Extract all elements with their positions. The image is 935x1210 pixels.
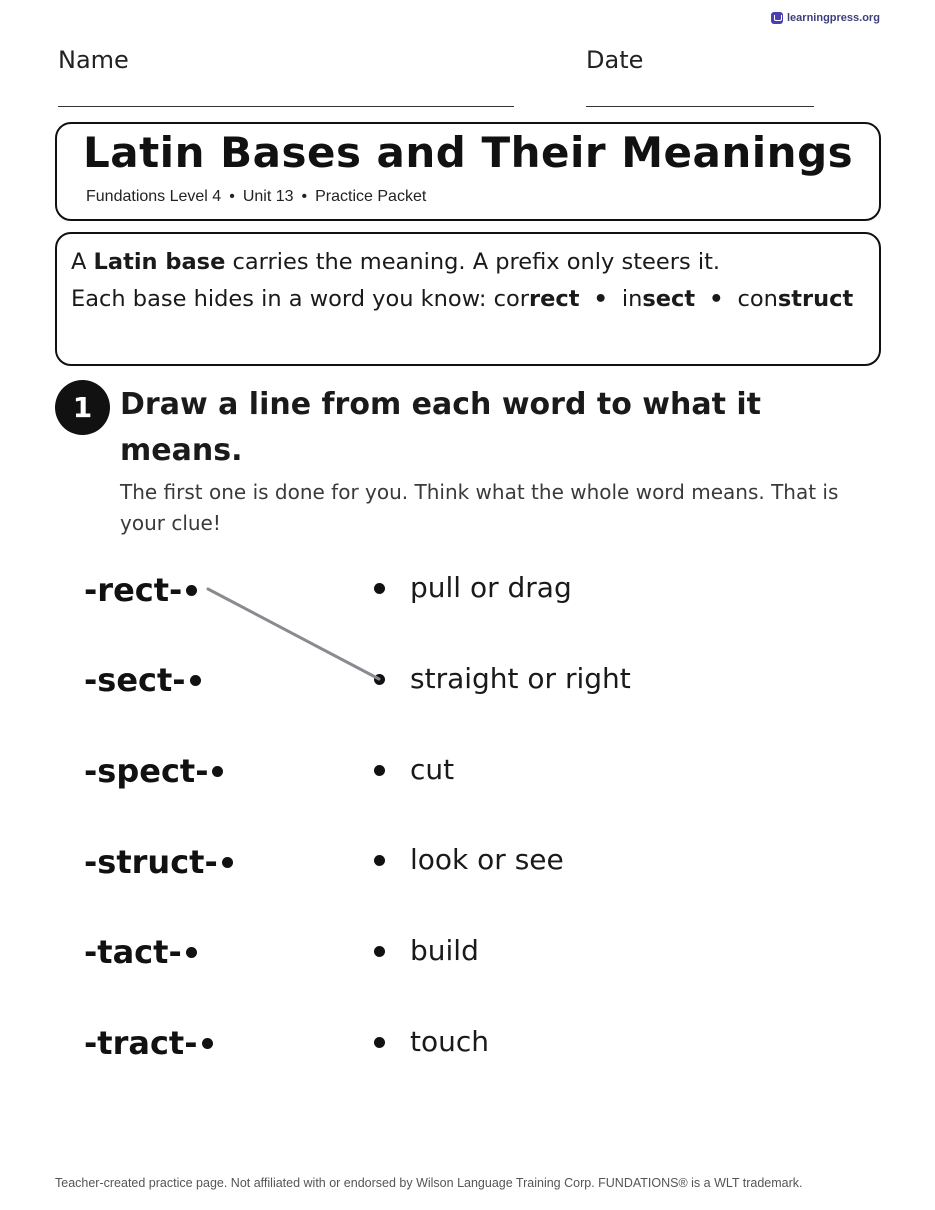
meaning-label: look or see [410, 843, 564, 876]
meaning-dot[interactable] [374, 583, 385, 594]
subtitle-level: Fundations Level 4 [86, 188, 222, 205]
brand-text: learningpress.org [787, 12, 880, 24]
example-separator: • [593, 286, 608, 312]
base-label: -spect- [84, 752, 209, 790]
meaning-label: build [410, 934, 479, 967]
info-line1-end: carries the meaning. A prefix only steers it. [225, 249, 721, 275]
subtitle-separator: • [301, 188, 308, 205]
base-dot[interactable] [212, 766, 223, 777]
base-word-tact [84, 932, 197, 972]
base-dot[interactable] [202, 1038, 213, 1049]
exercise-number-badge: 1 [55, 380, 110, 435]
example-word-correct: correct [493, 286, 580, 312]
meaning-touch [374, 1022, 489, 1062]
base-label: -struct- [84, 843, 218, 881]
base-word-spect [84, 751, 223, 791]
meaning-cut [374, 750, 454, 790]
subtitle-unit: Unit 13 [242, 188, 294, 205]
page-title: Latin Bases and Their Meanings [83, 128, 854, 177]
name-label: Name [58, 46, 129, 74]
meaning-dot[interactable] [374, 765, 385, 776]
base-word-rect [84, 570, 197, 610]
meaning-label: cut [410, 753, 455, 786]
base-dot[interactable] [186, 585, 197, 596]
example-word-construct: construct [737, 286, 854, 312]
base-dot[interactable] [190, 675, 201, 686]
base-word-tract [84, 1023, 213, 1063]
meaning-straight-or-right [374, 659, 631, 699]
exercise-sub-instruction: The first one is done for you. Think what the whole word means. That is your clue! [120, 480, 839, 535]
base-label: -sect- [84, 661, 186, 699]
name-line[interactable] [58, 106, 514, 107]
example-word-insect: insect [621, 286, 696, 312]
meaning-dot[interactable] [374, 674, 385, 685]
base-dot[interactable] [186, 947, 197, 958]
info-box [55, 232, 881, 366]
meaning-look-or-see [374, 840, 564, 880]
info-line1-start: A [71, 249, 94, 275]
base-label: -rect- [84, 571, 183, 609]
meaning-pull-or-drag [374, 568, 572, 608]
title-box [55, 122, 881, 221]
book-icon [771, 12, 783, 24]
page-subtitle [86, 188, 426, 206]
footer-disclaimer: Teacher-created practice page. Not affiliated with or endorsed by Wilson Language Training Corp. FUNDATIONS® is a WLT trademark. [55, 1176, 803, 1190]
base-word-struct [84, 842, 233, 882]
meaning-build [374, 931, 479, 971]
base-word-sect [84, 660, 201, 700]
meaning-label: straight or right [410, 662, 631, 695]
exercise-instruction: Draw a line from each word to what it means. [120, 387, 762, 468]
example-separator: • [709, 286, 724, 312]
info-keyword: Latin base [93, 249, 226, 275]
date-label: Date [586, 46, 644, 74]
base-label: -tract- [84, 1024, 198, 1062]
base-dot[interactable] [222, 857, 233, 868]
base-label: -tact- [84, 933, 182, 971]
meaning-label: pull or drag [410, 571, 572, 604]
meaning-dot[interactable] [374, 1037, 385, 1048]
subtitle-packet: Practice Packet [315, 188, 427, 205]
date-line[interactable] [586, 106, 814, 107]
subtitle-separator: • [229, 188, 235, 205]
info-line2-intro: Each base hides in a word you know: [71, 286, 494, 312]
info-text [71, 244, 859, 318]
meaning-dot[interactable] [374, 855, 385, 866]
example-match-line [208, 589, 379, 679]
meaning-label: touch [410, 1025, 489, 1058]
meaning-dot[interactable] [374, 946, 385, 957]
brand-logo [771, 12, 880, 24]
